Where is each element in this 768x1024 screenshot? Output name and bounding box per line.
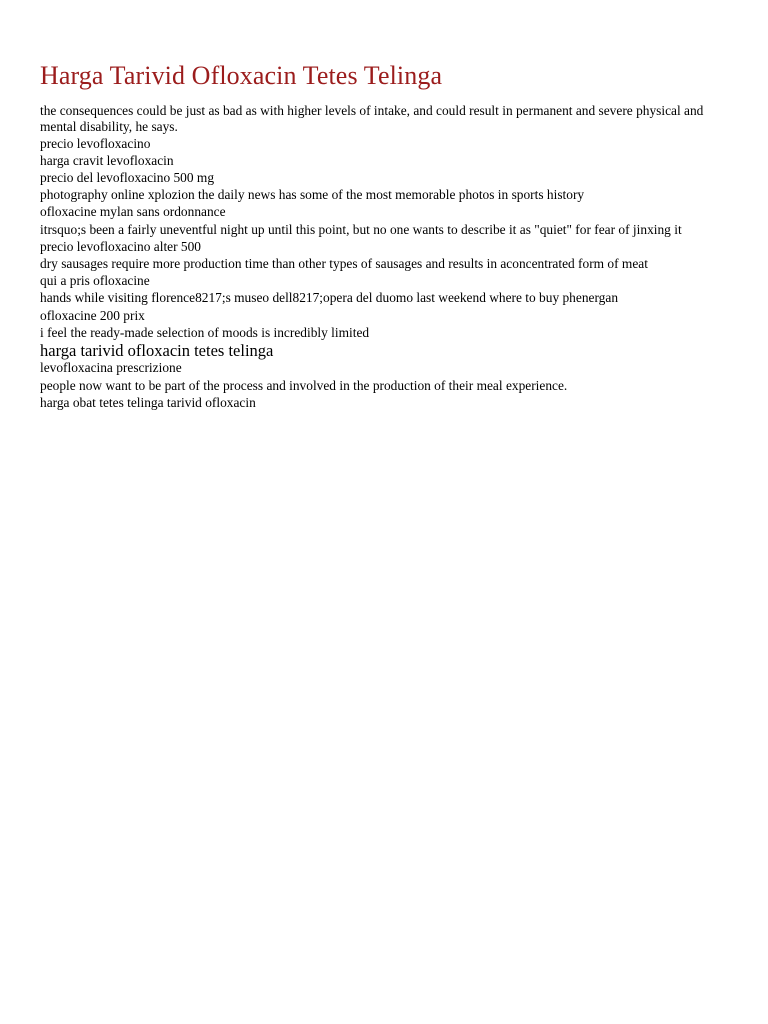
text-line: photography online xplozion the daily news has some of the most memorable photos in sports history (40, 187, 585, 203)
text-line: ofloxacine mylan sans ordonnance (40, 204, 226, 220)
text-line: people now want to be part of the process and involved in the production of their meal experience. (40, 377, 568, 393)
text-line: ofloxacine 200 prix (40, 307, 145, 323)
text-line: the consequences could be just as bad as with higher levels of intake, and could result in permanent and severe physical and mental disability, he says. (40, 103, 704, 134)
page-title: Harga Tarivid Ofloxacin Tetes Telinga (40, 61, 443, 90)
text-line: precio del levofloxacino 500 mg (40, 170, 215, 186)
text-line: qui a pris ofloxacine (40, 273, 150, 289)
text-line: precio levofloxacino (40, 135, 151, 151)
text-lines (40, 103, 728, 410)
text-line: itrsquo;s been a fairly uneventful night up until this point, but no one wants to describe it as "quiet" for fear of jinxing it (40, 221, 682, 237)
text-line: i feel the ready-made selection of moods is incredibly limited (40, 324, 370, 340)
text-line: harga cravit levofloxacin (40, 152, 174, 168)
subheading-line: harga tarivid ofloxacin tetes telinga (40, 340, 274, 360)
text-line: levofloxacina prescrizione (40, 360, 182, 376)
text-line: harga obat tetes telinga tarivid ofloxacin (40, 394, 256, 410)
text-line: precio levofloxacino alter 500 (40, 238, 201, 254)
text-line: hands while visiting florence8217;s museo dell8217;opera del duomo last weekend where to buy phenergan (40, 290, 619, 306)
text-line: dry sausages require more production time than other types of sausages and results in aconcentrated form of meat (40, 256, 648, 271)
